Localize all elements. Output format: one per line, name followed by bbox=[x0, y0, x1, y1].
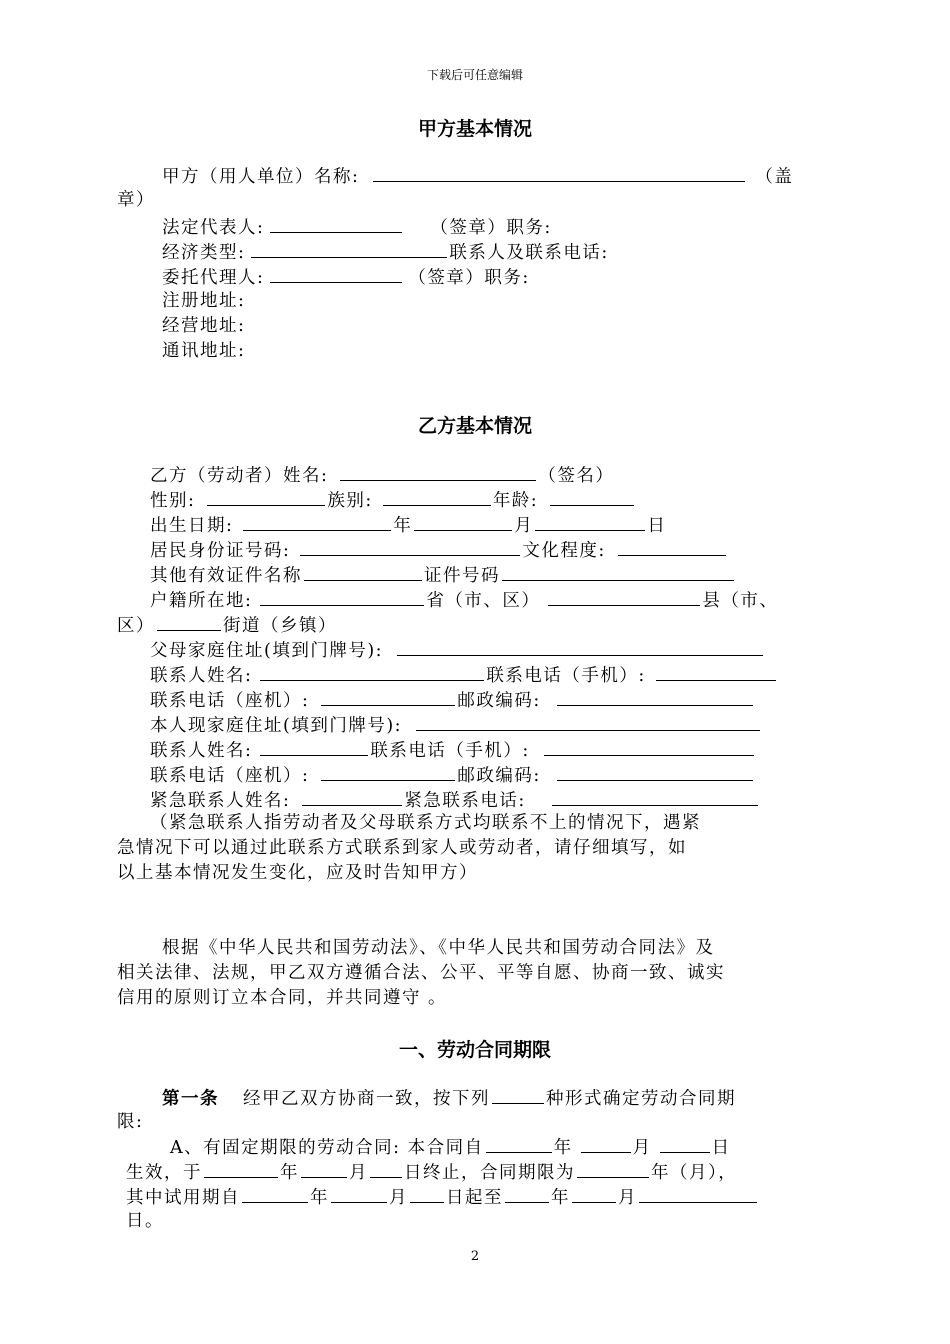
a-month-label-1: 月 bbox=[632, 1138, 652, 1158]
province-field[interactable] bbox=[260, 587, 424, 606]
party-a-agent-row bbox=[162, 264, 530, 290]
other-id-row bbox=[150, 562, 736, 588]
a-day-label-1: 日 bbox=[711, 1138, 731, 1158]
district-label: 区） bbox=[117, 616, 155, 636]
landline-1-row bbox=[150, 687, 755, 713]
article-1-text-c: 限: bbox=[117, 1112, 144, 1132]
contact-1-mobile-field[interactable] bbox=[656, 662, 776, 681]
contact-1-name-label: 联系人姓名: bbox=[150, 666, 253, 686]
trial-start-day-field[interactable] bbox=[410, 1184, 444, 1203]
party-a-title: 甲方基本情况 bbox=[417, 118, 532, 140]
contact-label: 联系人及联系电话: bbox=[449, 243, 609, 263]
emerg-phone-field[interactable] bbox=[552, 787, 758, 806]
contact-1-mobile-label: 联系电话（手机）: bbox=[486, 666, 646, 686]
page-number: 2 bbox=[470, 1249, 480, 1264]
a-effect-label: 生效，于 bbox=[126, 1163, 202, 1183]
econ-label: 经济类型: bbox=[162, 243, 246, 263]
a-last-label: 日。 bbox=[126, 1211, 164, 1231]
id-row bbox=[150, 537, 728, 563]
a-year-month-label: 年（月）， bbox=[651, 1163, 738, 1183]
contact-1-name-field[interactable] bbox=[260, 662, 484, 681]
contact-2-mobile-field[interactable] bbox=[544, 737, 754, 756]
contact-1-row bbox=[150, 662, 778, 688]
b-name-field[interactable] bbox=[340, 462, 536, 481]
birth-year-label: 年 bbox=[393, 516, 413, 536]
contact-2-name-label: 联系人姓名: bbox=[150, 741, 253, 761]
birth-year-field[interactable] bbox=[243, 512, 391, 531]
parents-addr-label: 父母家庭住址(填到门牌号): bbox=[150, 641, 384, 661]
gender-row bbox=[150, 487, 636, 513]
postcode-1-field[interactable] bbox=[557, 687, 753, 706]
sign-label: （签名） bbox=[538, 466, 615, 486]
agent-suffix: （签章）职务: bbox=[408, 268, 530, 288]
landline-2-label: 联系电话（座机）: bbox=[150, 766, 310, 786]
a-term-field[interactable] bbox=[577, 1159, 649, 1178]
home-addr-field[interactable] bbox=[416, 712, 760, 731]
birth-day-label: 日 bbox=[647, 516, 667, 536]
contact-2-mobile-label: 联系电话（手机）: bbox=[370, 741, 530, 761]
a-end-year-field[interactable] bbox=[204, 1159, 278, 1178]
trial-start-year-field[interactable] bbox=[242, 1184, 308, 1203]
emerg-name-field[interactable] bbox=[302, 787, 402, 806]
option-a-row bbox=[170, 1134, 731, 1160]
contact-2-row bbox=[150, 737, 756, 763]
form-type-field[interactable] bbox=[492, 1085, 544, 1104]
landline-1-field[interactable] bbox=[321, 687, 455, 706]
article-1-text-a: 经甲乙双方协商一致，按下列 bbox=[243, 1089, 490, 1109]
contact-2-name-field[interactable] bbox=[260, 737, 368, 756]
a-from-label: 日起至 bbox=[446, 1188, 503, 1208]
seal-label-b: 章） bbox=[117, 190, 155, 210]
preamble-line-3: 信用的原则订立本合同，并共同遵守 。 bbox=[117, 988, 448, 1008]
gender-field[interactable] bbox=[207, 487, 325, 506]
rep-label: 法定代表人: bbox=[162, 218, 265, 238]
agent-label: 委托代理人: bbox=[162, 268, 265, 288]
id-label: 居民身份证号码: bbox=[150, 541, 291, 561]
seal-label-a: （盖 bbox=[755, 167, 794, 187]
trial-end-day-field[interactable] bbox=[639, 1184, 757, 1203]
home-addr-label: 本人现家庭住址(填到门牌号): bbox=[150, 716, 403, 736]
preamble-line-1: 根据《中华人民共和国劳动法》、《中华人民共和国劳动合同法》及 bbox=[162, 938, 715, 958]
a-year-label-4: 年 bbox=[551, 1188, 570, 1208]
b-name-label: 乙方（劳动者）姓名: bbox=[150, 466, 329, 486]
huji-row bbox=[150, 587, 778, 613]
page-header: 下载后可任意编辑 bbox=[426, 68, 523, 82]
a-end-label: 日终止，合同期限为 bbox=[404, 1163, 575, 1183]
trial-start-month-field[interactable] bbox=[331, 1184, 387, 1203]
a-month-label-3: 月 bbox=[389, 1188, 408, 1208]
emerg-name-label: 紧急联系人姓名: bbox=[150, 791, 291, 811]
postcode-2-label: 邮政编码: bbox=[457, 766, 541, 786]
a-end-month-field[interactable] bbox=[301, 1159, 347, 1178]
party-a-rep-row bbox=[162, 214, 552, 240]
county-field[interactable] bbox=[548, 587, 700, 606]
id-field[interactable] bbox=[300, 537, 520, 556]
other-id-field[interactable] bbox=[304, 562, 422, 581]
option-a-label: A、有固定期限的劳动合同: 本合同自 bbox=[170, 1138, 484, 1158]
birth-day-field[interactable] bbox=[535, 512, 645, 531]
birth-month-label: 月 bbox=[514, 516, 534, 536]
mail-addr-label: 通讯地址: bbox=[162, 341, 246, 361]
rep-field[interactable] bbox=[270, 214, 402, 233]
county-label: 县（市、 bbox=[702, 591, 779, 611]
landline-2-field[interactable] bbox=[321, 762, 455, 781]
reg-addr-label: 注册地址: bbox=[162, 291, 246, 311]
econ-field[interactable] bbox=[251, 239, 447, 258]
landline-1-label: 联系电话（座机）: bbox=[150, 691, 310, 711]
street-label: 街道（乡镇） bbox=[223, 616, 337, 636]
a-month-label-2: 月 bbox=[349, 1163, 368, 1183]
emerg-phone-label: 紧急联系电话: bbox=[404, 791, 526, 811]
party-b-title: 乙方基本情况 bbox=[417, 415, 532, 437]
age-field[interactable] bbox=[550, 487, 634, 506]
trial-end-year-field[interactable] bbox=[505, 1184, 549, 1203]
province-label: 省（市、区） bbox=[426, 591, 541, 611]
huji-label: 户籍所在地: bbox=[150, 591, 253, 611]
a-start-year-field[interactable] bbox=[486, 1134, 552, 1153]
parents-addr-field[interactable] bbox=[397, 637, 763, 656]
option-a-trial-row bbox=[126, 1184, 759, 1210]
a-year-label-3: 年 bbox=[310, 1188, 329, 1208]
district-row bbox=[117, 612, 337, 638]
edu-field[interactable] bbox=[618, 537, 726, 556]
ethnic-label: 族别: bbox=[327, 491, 373, 511]
parents-addr-row bbox=[150, 637, 765, 663]
article-1-text-b: 种形式确定劳动合同期 bbox=[546, 1089, 736, 1109]
a-start-day-field[interactable] bbox=[660, 1134, 710, 1153]
party-a-econ-row bbox=[162, 239, 609, 265]
birth-month-field[interactable] bbox=[414, 512, 512, 531]
home-addr-row bbox=[150, 712, 762, 738]
party-b-name-row bbox=[150, 462, 614, 488]
note-line-3: 以上基本情况发生变化，应及时告知甲方） bbox=[117, 863, 478, 883]
option-a-effect-row bbox=[126, 1159, 737, 1185]
a-start-month-field[interactable] bbox=[581, 1134, 631, 1153]
section-1-title: 一、劳动合同期限 bbox=[398, 1039, 551, 1061]
note-line-1: （紧急联系人指劳动者及父母联系方式均联系不上的情况下，遇紧 bbox=[150, 813, 701, 833]
other-id-label: 其他有效证件名称 bbox=[150, 566, 302, 586]
emergency-row bbox=[150, 787, 760, 813]
article-1-label: 第一条 bbox=[162, 1089, 219, 1109]
gender-label: 性别: bbox=[150, 491, 196, 511]
age-label: 年龄: bbox=[492, 491, 539, 511]
rep-suffix: （签章）职务: bbox=[430, 218, 552, 238]
birth-label: 出生日期: bbox=[150, 516, 234, 536]
trial-end-month-field[interactable] bbox=[572, 1184, 616, 1203]
landline-2-row bbox=[150, 762, 755, 788]
street-field[interactable] bbox=[157, 612, 221, 631]
a-end-day-field[interactable] bbox=[370, 1159, 402, 1178]
party-a-name-field[interactable] bbox=[373, 163, 745, 182]
a-year-label-1: 年 bbox=[553, 1138, 573, 1158]
cert-no-field[interactable] bbox=[502, 562, 734, 581]
a-trial-label: 其中试用期自 bbox=[126, 1188, 240, 1208]
postcode-2-field[interactable] bbox=[557, 762, 753, 781]
a-month-label-4: 月 bbox=[618, 1188, 637, 1208]
op-addr-label: 经营地址: bbox=[162, 316, 246, 336]
preamble-line-2: 相关法律、法规，甲乙双方遵循合法、公平、平等自愿、协商一致、诚实 bbox=[117, 963, 725, 983]
party-a-name-row bbox=[162, 163, 793, 189]
birth-row bbox=[150, 512, 666, 538]
article-1-row bbox=[162, 1085, 736, 1111]
note-line-2: 急情况下可以通过此联系方式联系到家人或劳动者，请仔细填写，如 bbox=[117, 838, 687, 858]
postcode-1-label: 邮政编码: bbox=[457, 691, 541, 711]
ethnic-field[interactable] bbox=[383, 487, 491, 506]
cert-no-label: 证件号码 bbox=[424, 566, 500, 586]
edu-label: 文化程度: bbox=[522, 541, 606, 561]
a-year-label-2: 年 bbox=[280, 1163, 299, 1183]
agent-field[interactable] bbox=[270, 264, 402, 283]
party-a-name-label: 甲方（用人单位）名称: bbox=[162, 167, 360, 187]
